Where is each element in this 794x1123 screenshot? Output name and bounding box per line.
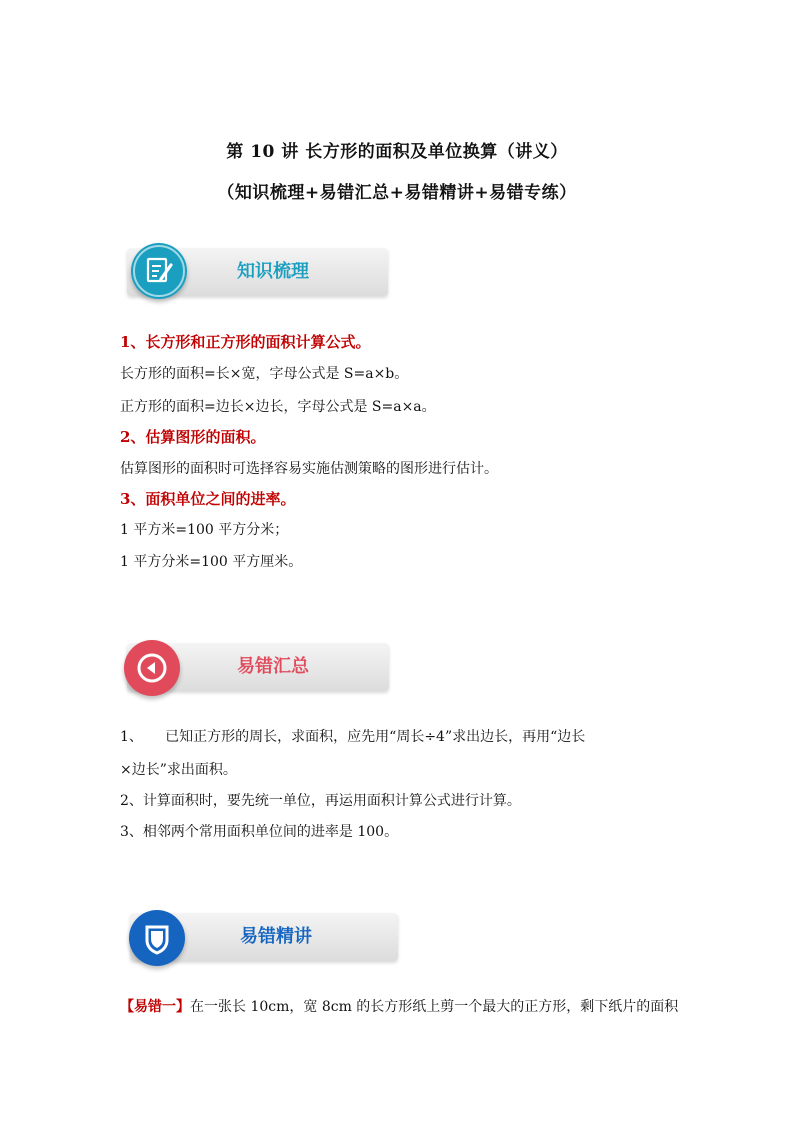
section-label-summary: 易错汇总 bbox=[237, 656, 309, 677]
explain-question-1 bbox=[120, 996, 678, 1016]
knowledge-text-5: 1 平方分米=100 平方厘米。 bbox=[120, 554, 303, 570]
page-subtitle: （知识梳理+易错汇总+易错精讲+易错专练） bbox=[217, 183, 577, 203]
shield-icon bbox=[129, 910, 185, 966]
question-tag: 【易错一】 bbox=[120, 999, 190, 1015]
question-text: 在一张长 10cm，宽 8cm 的长方形纸上剪一个最大的正方形，剩下纸片的面积 bbox=[190, 999, 679, 1015]
knowledge-text-2: 正方形的面积=边长×边长，字母公式是 S=a×a。 bbox=[120, 399, 436, 415]
summary-item-2: 2、计算面积时，要先统一单位，再运用面积计算公式进行计算。 bbox=[120, 793, 521, 809]
knowledge-text-3: 估算图形的面积时可选择容易实施估测策略的图形进行估计。 bbox=[120, 461, 498, 477]
arrow-left-circle-icon bbox=[124, 640, 180, 696]
summary-item-1-line-2: ×边长”求出面积。 bbox=[120, 762, 237, 778]
section-label-explain: 易错精讲 bbox=[240, 926, 312, 947]
summary-item-1-line-1: 1、 已知正方形的周长，求面积，应先用“周长÷4”求出边长，再用“边长 bbox=[120, 729, 586, 745]
page-title: 第 10 讲 长方形的面积及单位换算（讲义） bbox=[226, 142, 568, 162]
knowledge-text-4: 1 平方米=100 平方分米； bbox=[120, 522, 289, 538]
knowledge-heading-2: 2、估算图形的面积。 bbox=[120, 428, 266, 446]
summary-item-3: 3、相邻两个常用面积单位间的进率是 100。 bbox=[120, 824, 399, 840]
section-label-knowledge: 知识梳理 bbox=[237, 261, 309, 282]
notepad-pencil-icon bbox=[131, 243, 187, 299]
knowledge-heading-1: 1、长方形和正方形的面积计算公式。 bbox=[120, 333, 371, 351]
knowledge-text-1: 长方形的面积=长×宽，字母公式是 S=a×b。 bbox=[120, 366, 409, 382]
knowledge-heading-3: 3、面积单位之间的进率。 bbox=[120, 490, 296, 508]
